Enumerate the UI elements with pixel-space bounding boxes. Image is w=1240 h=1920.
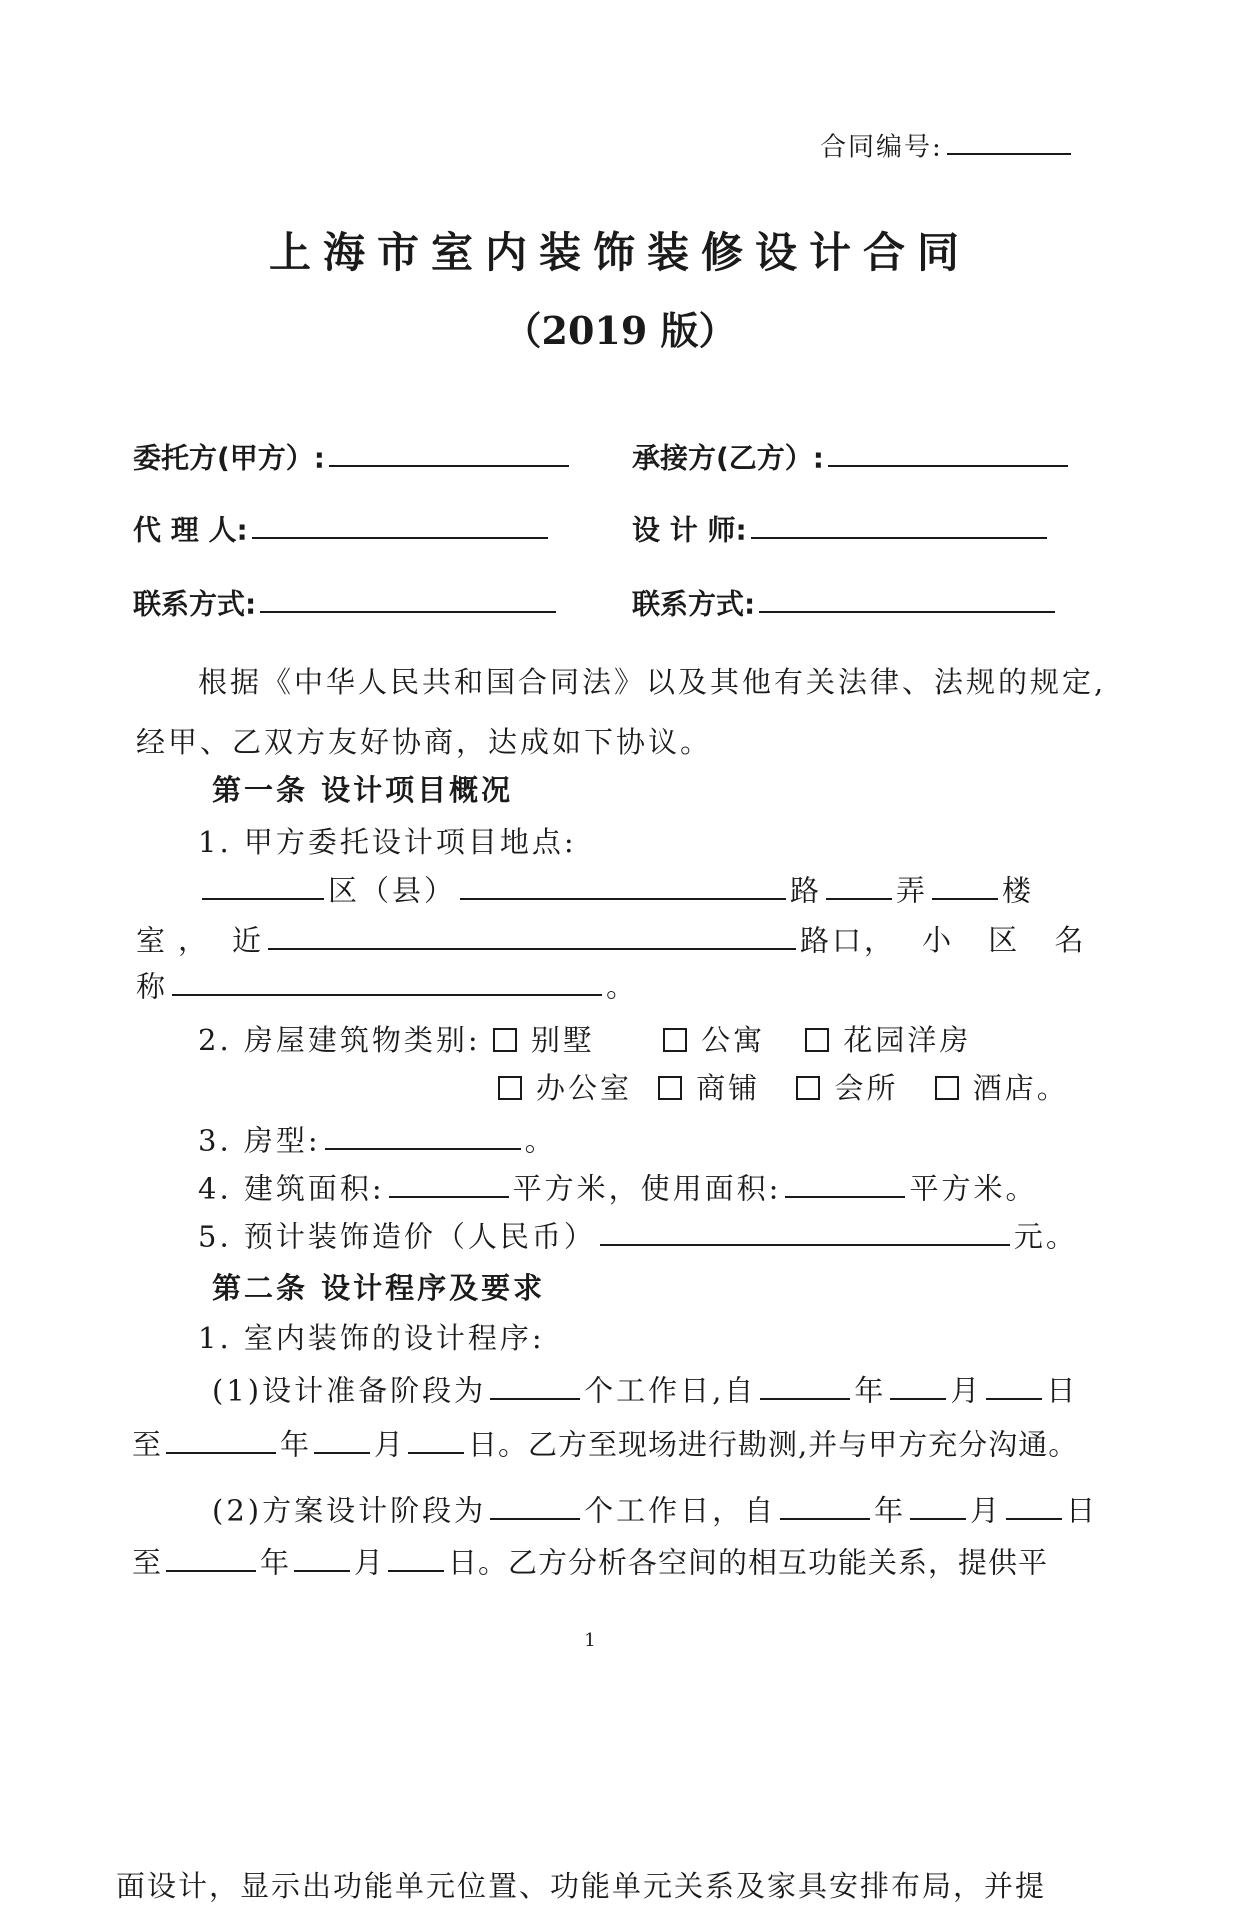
floor-area-label: 4. 建筑面积: — [198, 1171, 385, 1206]
client-contact-field[interactable] — [260, 582, 556, 613]
building-type-row-1 — [198, 1018, 971, 1059]
phase-1-start-day[interactable] — [986, 1368, 1042, 1400]
usable-area-label: 平方米，使用面积: — [512, 1171, 782, 1206]
designer-field[interactable] — [751, 508, 1047, 539]
article-1-item-4: 4. 建筑面积: 平方米，使用面积: 平方米。 — [198, 1166, 1037, 1207]
contractor-contact-row — [632, 582, 1059, 622]
designer-label: 设 计 师: — [632, 513, 747, 547]
junction-label: 路口， — [800, 923, 897, 958]
estimated-cost-field[interactable] — [600, 1214, 1010, 1246]
client-label: 委托方(甲方）: — [133, 441, 325, 475]
building-field[interactable] — [932, 868, 998, 900]
phase-1-end-day[interactable] — [408, 1422, 464, 1454]
article-2-heading: 第二条 设计程序及要求 — [212, 1271, 546, 1305]
page-number: 1 — [584, 1630, 596, 1651]
option-office[interactable]: 办公室 — [498, 1066, 632, 1107]
road-field[interactable] — [460, 868, 786, 900]
checkbox-apartment[interactable] — [663, 1028, 687, 1052]
phase-1-end-month[interactable] — [314, 1422, 370, 1454]
phase-2-end-year[interactable] — [166, 1540, 256, 1572]
phase-2-days-field[interactable] — [490, 1488, 580, 1520]
address-line-2 — [136, 918, 1098, 959]
article-1-heading: 第一条 设计项目概况 — [212, 773, 514, 807]
contract-number-field[interactable] — [947, 126, 1071, 155]
option-villa[interactable]: 别墅 — [493, 1018, 595, 1059]
option-apartment[interactable]: 公寓 — [663, 1018, 765, 1059]
building-label: 楼 — [1002, 873, 1035, 908]
checkbox-hotel[interactable] — [935, 1076, 959, 1100]
contract-number-label: 合同编号: — [820, 132, 943, 163]
option-garden-house[interactable]: 花园洋房 — [805, 1018, 971, 1059]
room-label: 室 — [136, 923, 169, 958]
phase-2-end-day[interactable] — [388, 1540, 444, 1572]
article-1-item-3: 3. 房型: 。 — [198, 1118, 557, 1159]
phase-2-line-1: (2)方案设计阶段为 个工作日，自 年 月 日 — [212, 1488, 1098, 1529]
preamble-line-2: 经甲、乙双方友好协商，达成如下协议。 — [136, 725, 713, 759]
article-1-item-5: 5. 预计装饰造价（人民币） 元。 — [198, 1214, 1078, 1255]
building-type-label: 2. 房屋建筑物类别: — [198, 1023, 481, 1057]
road-label: 路 — [790, 873, 823, 908]
contractor-label: 承接方(乙方）: — [632, 441, 824, 475]
checkbox-garden-house[interactable] — [805, 1028, 829, 1052]
contract-number — [820, 126, 1075, 163]
phase-1-line-1: (1)设计准备阶段为 个工作日,自 年 月 日 — [212, 1368, 1078, 1409]
phase-2-start-year[interactable] — [780, 1488, 870, 1520]
phase-1-days-field[interactable] — [490, 1368, 580, 1400]
option-shop[interactable]: 商铺 — [658, 1066, 760, 1107]
address-line-1 — [198, 868, 1034, 909]
near-field[interactable] — [268, 918, 796, 950]
document-version: （2019 版） — [503, 308, 737, 353]
community-name-field[interactable] — [172, 964, 602, 996]
phase-2-end-month[interactable] — [294, 1540, 350, 1572]
contractor-field[interactable] — [828, 436, 1068, 467]
district-field[interactable] — [202, 868, 324, 900]
community-label: 小 区 名 — [922, 923, 1098, 958]
checkbox-office[interactable] — [498, 1076, 522, 1100]
phase-1-line-2: 至 年 月 日。乙方至现场进行勘测,并与甲方充分沟通。 — [132, 1422, 1078, 1463]
estimated-cost-label: 5. 预计装饰造价（人民币） — [198, 1219, 596, 1254]
contractor-contact-label: 联系方式: — [632, 587, 756, 621]
lane-label: 弄 — [896, 873, 929, 908]
checkbox-shop[interactable] — [658, 1076, 682, 1100]
client-field[interactable] — [329, 436, 569, 467]
option-club[interactable]: 会所 — [796, 1066, 898, 1107]
designer-row — [632, 508, 1051, 548]
floor-area-field[interactable] — [389, 1166, 509, 1198]
checkbox-villa[interactable] — [493, 1028, 517, 1052]
client-contact-row — [133, 582, 560, 622]
usable-area-field[interactable] — [785, 1166, 905, 1198]
client-row — [133, 436, 573, 476]
agent-row — [133, 508, 552, 548]
lane-field[interactable] — [826, 868, 892, 900]
next-page-line-1: 面设计，显示出功能单元位置、功能单元关系及家具安排布局，并提 — [116, 1869, 1047, 1903]
client-contact-label: 联系方式: — [133, 587, 257, 621]
phase-2-start-month[interactable] — [910, 1488, 966, 1520]
building-type-row-2 — [498, 1066, 1069, 1107]
checkbox-club[interactable] — [796, 1076, 820, 1100]
contractor-row — [632, 436, 1072, 476]
contractor-contact-field[interactable] — [759, 582, 1055, 613]
district-label: 区（县） — [328, 873, 457, 908]
house-type-field[interactable] — [325, 1118, 521, 1150]
document-title: 上海市室内装饰装修设计合同 — [268, 228, 971, 277]
room-comma: ， — [178, 923, 211, 958]
article-1-item-1: 1. 甲方委托设计项目地点: — [198, 825, 577, 859]
option-hotel[interactable]: 酒店。 — [935, 1066, 1069, 1107]
agent-field[interactable] — [252, 508, 548, 539]
community-name-end: 。 — [606, 969, 639, 1004]
phase-2-line-2: 至 年 月 日。乙方分析各空间的相互功能关系，提供平 — [132, 1540, 1048, 1581]
near-label: 近 — [232, 923, 265, 958]
phase-1-start-year[interactable] — [760, 1368, 850, 1400]
phase-2-start-day[interactable] — [1006, 1488, 1062, 1520]
phase-1-end-year[interactable] — [166, 1422, 276, 1454]
article-2-item-1: 1. 室内装饰的设计程序: — [198, 1321, 545, 1355]
house-type-label: 3. 房型: — [198, 1123, 321, 1158]
agent-label: 代 理 人: — [133, 513, 248, 547]
community-name-label: 称 — [136, 969, 169, 1004]
address-line-3 — [136, 964, 638, 1005]
preamble-line-1: 根据《中华人民共和国合同法》以及其他有关法律、法规的规定, — [198, 665, 1107, 699]
phase-1-start-month[interactable] — [890, 1368, 946, 1400]
